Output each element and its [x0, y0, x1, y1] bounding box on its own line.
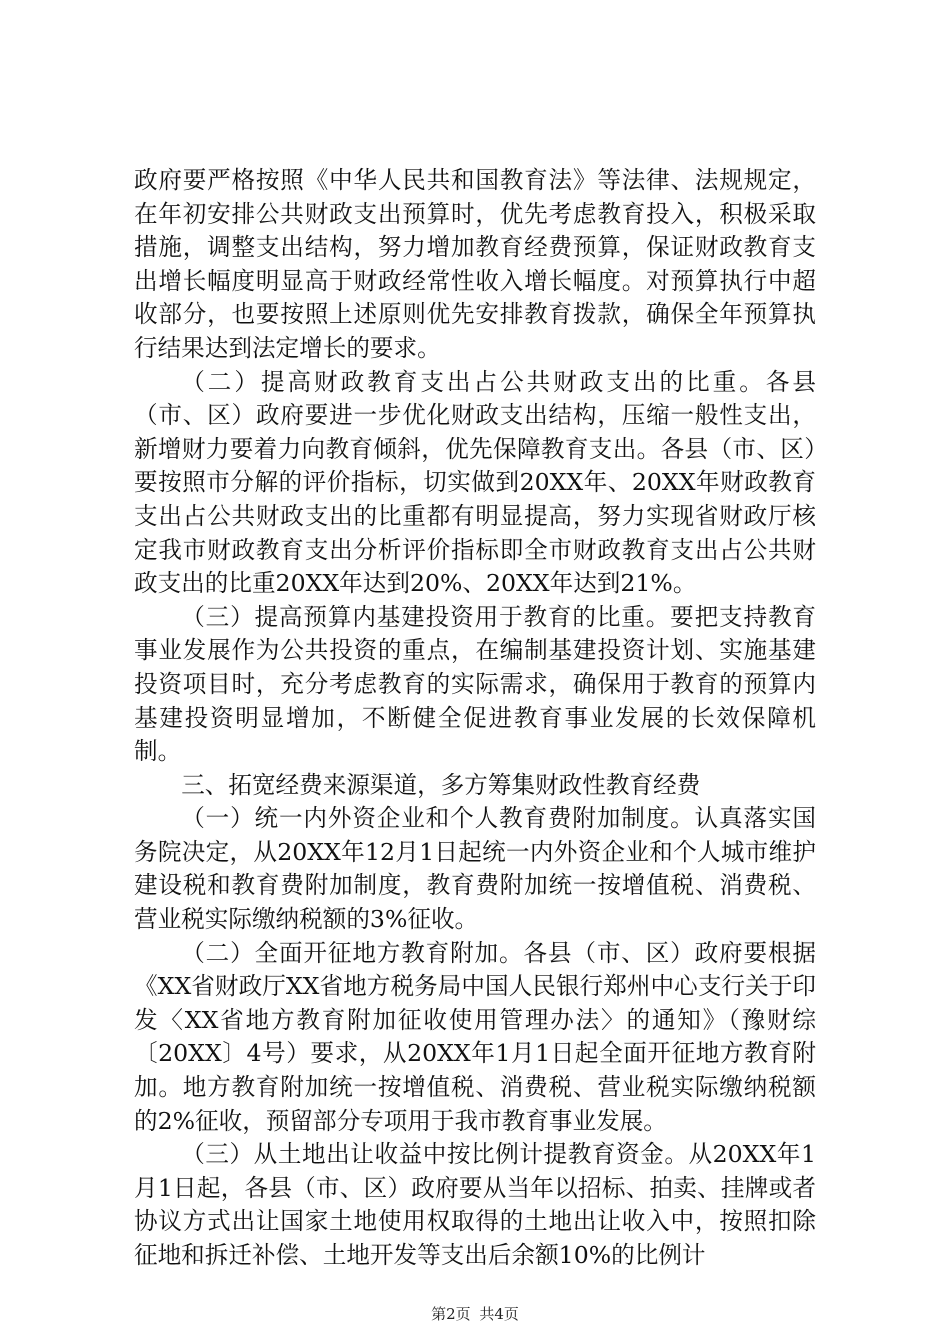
paragraph-item-3-1: （一）统一内外资企业和个人教育费附加制度。认真落实国务院决定，从20XX年12月1日起统一内外资企业和个人城市维护建设税和教育费附加制度，教育费附加统一按增值税、消费税、营业税实际缴纳税额的3%征收。	[134, 804, 816, 934]
document-body	[134, 164, 816, 1273]
page-footer	[0, 1304, 950, 1324]
paragraph-item-3-2: （二）全面开征地方教育附加。各县（市、区）政府要根据《XX省财政厅XX省地方税务局中国人民银行郑州中心支行关于印发〈XX省地方教育附加征收使用管理办法〉的通知》（豫财综〔20XX〕4号）要求，从20XX年1月1日起全面开征地方教育附加。地方教育附加统一按增值税、消费税、营业税实际缴纳税额的2%征收，预留部分专项用于我市教育事业发展。	[134, 938, 816, 1135]
page-number: 第2页	[431, 1305, 471, 1323]
paragraph-item-2-3: （三）提高预算内基建投资用于教育的比重。要把支持教育事业发展作为公共投资的重点，在编制基建投资计划、实施基建投资项目时，充分考虑教育的实际需求，确保用于教育的预算内基建投资明显增加，不断健全促进教育事业发展的长效保障机制。	[134, 602, 816, 766]
paragraph-item-2-2: （二）提高财政教育支出占公共财政支出的比重。各县（市、区）政府要进一步优化财政支出结构，压缩一般性支出，新增财力要着力向教育倾斜，优先保障教育支出。各县（市、区）要按照市分解的评价指标，切实做到20XX年、20XX年财政教育支出占公共财政支出的比重都有明显提高，努力实现省财政厅核定我市财政教育支出分析评价指标即全市财政教育支出占公共财政支出的比重20XX年达到20%、20XX年达到21%。	[134, 367, 816, 598]
page-total: 共4页	[479, 1305, 519, 1323]
section-heading-3: 三、拓宽经费来源渠道，多方筹集财政性教育经费	[181, 770, 701, 799]
paragraph-continuation: 政府要严格按照《中华人民共和国教育法》等法律、法规规定，在年初安排公共财政支出预算时，优先考虑教育投入，积极采取措施，调整支出结构，努力增加教育经费预算，保证财政教育支出增长幅度明显高于财政经常性收入增长幅度。对预算执行中超收部分，也要按照上述原则优先安排教育拨款，确保全年预算执行结果达到法定增长的要求。	[134, 166, 816, 362]
paragraph-item-3-3: （三）从土地出让收益中按比例计提教育资金。从20XX年1月1日起，各县（市、区）政府要从当年以招标、拍卖、挂牌或者协议方式出让国家土地使用权取得的土地出让收入中，按照扣除征地和拆迁补偿、土地开发等支出后余额10%的比例计	[134, 1140, 816, 1269]
